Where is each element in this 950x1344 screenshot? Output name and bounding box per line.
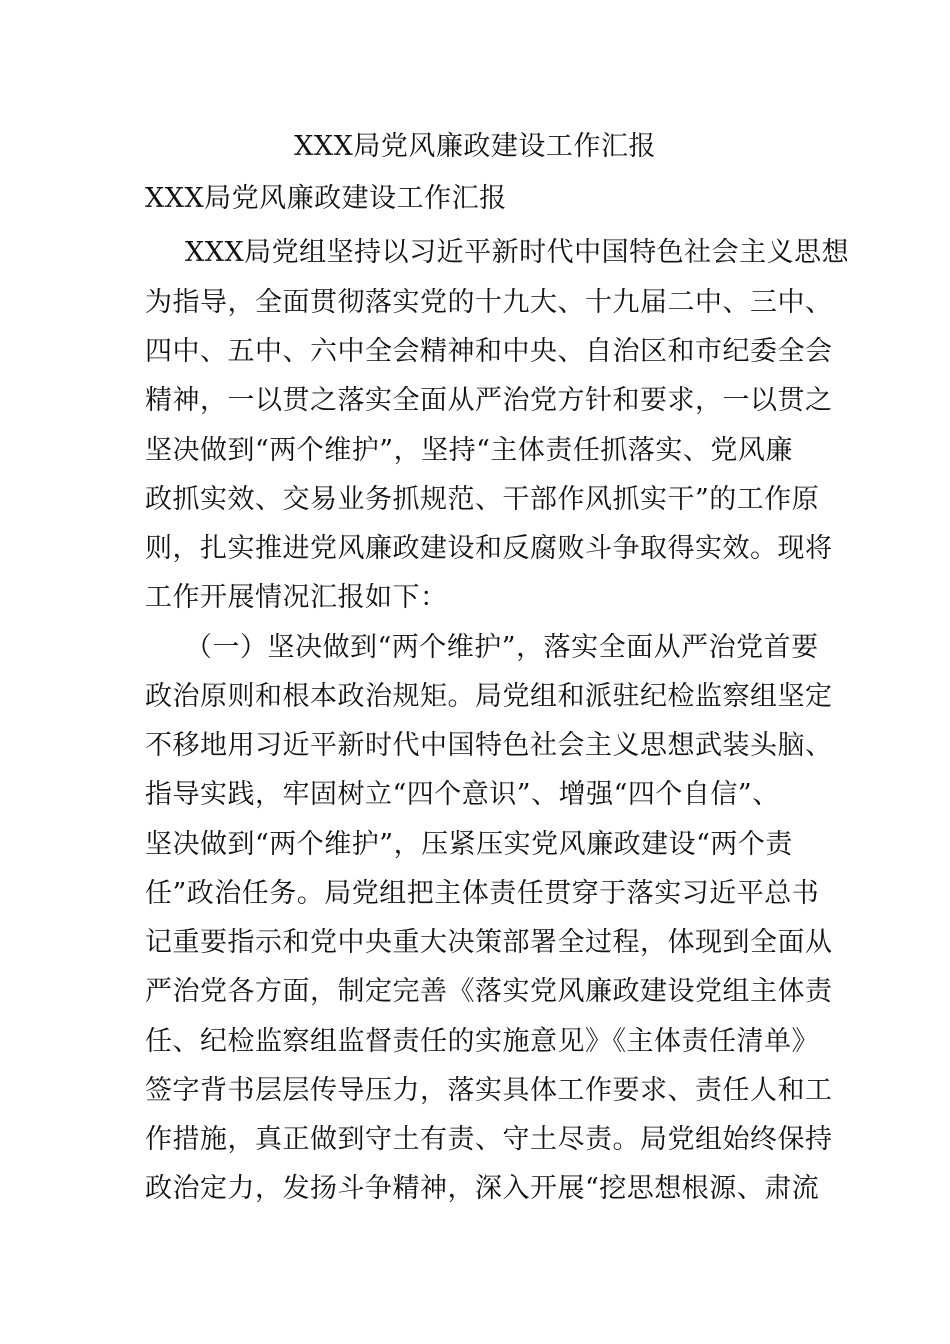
paragraph-line: 坚决做到“两个维护”，压紧压实党风廉政建设“两个责 (145, 829, 793, 860)
document-subtitle: XXX局党风廉政建设工作汇报 (145, 183, 507, 214)
paragraph-line: 坚决做到“两个维护”，坚持“主体责任抓落实、党风廉 (145, 435, 793, 466)
paragraph-line: 四中、五中、六中全会精神和中央、自治区和市纪委全会 (145, 336, 833, 367)
paragraph-line: 政治原则和根本政治规矩。局党组和派驻纪检监察组坚定 (145, 681, 833, 712)
paragraph-line: 任”政治任务。局党组把主体责任贯穿于落实习近平总书 (145, 878, 820, 909)
paragraph-line: 不移地用习近平新时代中国特色社会主义思想武装头脑、 (145, 730, 833, 761)
paragraph-line: 为指导，全面贯彻落实党的十九大、十九届二中、三中、 (145, 287, 833, 318)
paragraph-line: 政抓实效、交易业务抓规范、干部作风抓实干”的工作原 (145, 484, 820, 515)
paragraph-line: 严治党各方面，制定完善《落实党风廉政建设党组主体责 (145, 976, 833, 1007)
paragraph-line: 则，扎实推进党风廉政建设和反腐败斗争取得实效。现将 (145, 533, 833, 564)
paragraph-line: 任、纪检监察组监督责任的实施意见》《主体责任清单》 (145, 1026, 819, 1057)
paragraph-line: 作措施，真正做到守土有责、守土尽责。局党组始终保持 (145, 1124, 833, 1155)
paragraph-line: 精神，一以贯之落实全面从严治党方针和要求，一以贯之 (145, 385, 833, 416)
paragraph-line: 工作开展情况汇报如下： (145, 582, 448, 613)
paragraph-line: 指导实践，牢固树立“四个意识”、增强“四个自信”、 (145, 779, 780, 810)
paragraph-line: XXX局党组坚持以习近平新时代中国特色社会主义思想 (185, 237, 850, 268)
paragraph-line: 签字背书层层传导压力，落实具体工作要求、责任人和工 (145, 1075, 833, 1106)
document-title: XXX局党风廉政建设工作汇报 (294, 131, 656, 162)
paragraph-line: （一）坚决做到“两个维护”，落实全面从严治党首要 (185, 632, 819, 663)
paragraph-line: 记重要指示和党中央重大决策部署全过程，体现到全面从 (145, 927, 833, 958)
paragraph-line: 政治定力，发扬斗争精神，深入开展“挖思想根源、肃流 (145, 1173, 820, 1204)
